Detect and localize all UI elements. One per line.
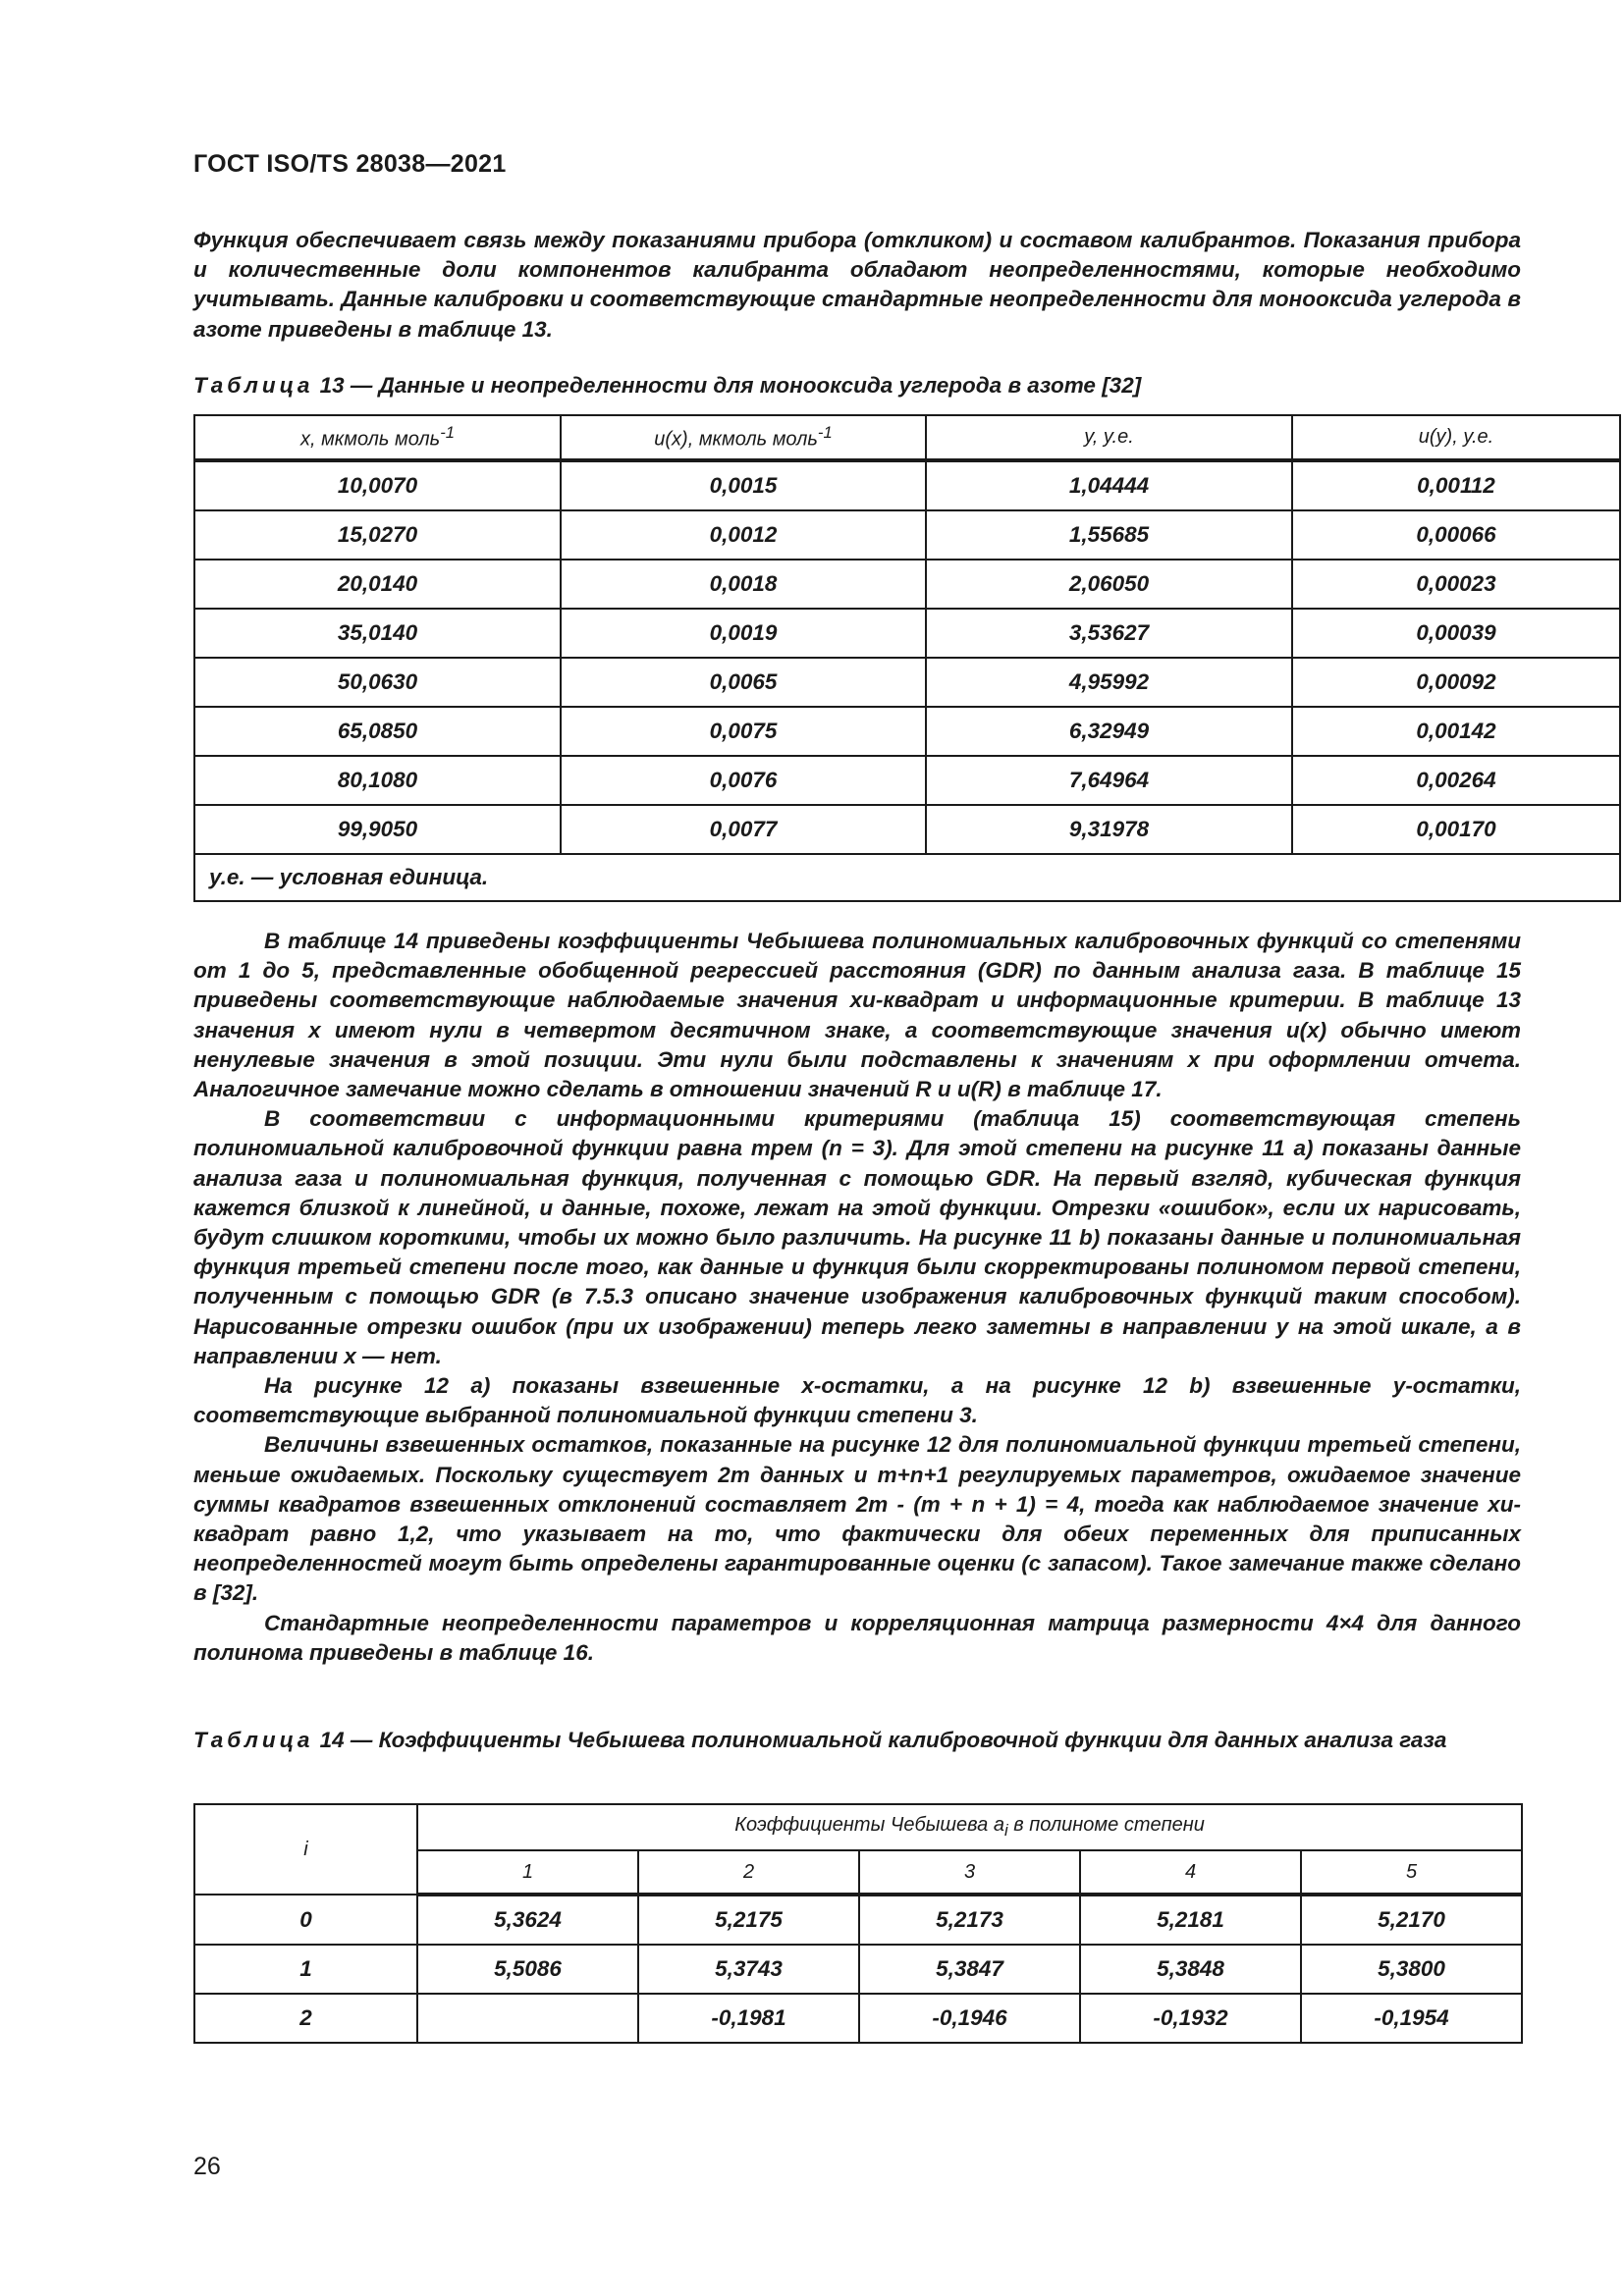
table13-note: у.е. — условная единица. (194, 854, 1620, 901)
degree-header: 1 (417, 1850, 638, 1895)
table-cell: 15,0270 (194, 510, 561, 560)
page-number: 26 (193, 2153, 221, 2180)
table-cell: 0,0018 (561, 560, 926, 609)
column-header-y: y, у.е. (926, 415, 1292, 460)
table-cell: 20,0140 (194, 560, 561, 609)
table-cell: 35,0140 (194, 609, 561, 658)
degree-header: 5 (1301, 1850, 1522, 1895)
table-cell: 0,00170 (1292, 805, 1620, 854)
table-cell: -0,1946 (859, 1994, 1080, 2043)
table-row (194, 707, 1620, 756)
column-header-x: x, мкмоль моль$^{-1}$ (194, 415, 561, 460)
table-13 (193, 414, 1621, 902)
table-row (194, 1994, 1522, 2043)
table-cell: 2 (194, 1994, 417, 2043)
table-cell: 0,00264 (1292, 756, 1620, 805)
table14-caption-text: 14 — Коэффициенты Чебышева полиномиальной калибровочной функции для данных анализа газа (313, 1728, 1447, 1752)
table-row (194, 1895, 1522, 1945)
table-row (194, 658, 1620, 707)
table-cell: 5,3848 (1080, 1945, 1301, 1994)
table-cell: 5,2173 (859, 1895, 1080, 1945)
table14-caption-word: Таблица (193, 1728, 314, 1752)
paragraph: На рисунке 12 a) показаны взвешенные x-остатки, а на рисунке 12 b) взвешенные y-остатки, соответствующие выбранной полиномиальной функции степени 3. (193, 1373, 1521, 1428)
table-cell: -0,1954 (1301, 1994, 1522, 2043)
degree-header: 2 (638, 1850, 859, 1895)
column-header-ux: u(x), мкмоль моль$^{-1}$ (561, 415, 926, 460)
superscript: -1 (817, 423, 833, 443)
table-cell: 9,31978 (926, 805, 1292, 854)
table-row (194, 460, 1620, 510)
table-cell: 5,5086 (417, 1945, 638, 1994)
table-cell: 5,2181 (1080, 1895, 1301, 1945)
degree-header: 4 (1080, 1850, 1301, 1895)
table-cell: 0,0015 (561, 460, 926, 510)
intro-paragraph: Функция обеспечивает связь между показаниями прибора (откликом) и составом калибрантов. Показания прибора и количественные доли компонентов калибранта обладают неопределенностями, которые необходимо учитывать. Данные калибровки и соответствующие стандартные неопределенности для монооксида углерода в азоте приведены в таблице 13. (193, 228, 1521, 342)
paragraph: Величины взвешенных остатков, показанные на рисунке 12 для полиномиальной функции третьей степени, меньше ожидаемых. Поскольку существует 2m данных и m+n+1 регулируемых параметров, ожидаемое значение суммы квадратов взвешенных отклонений составляет 2m - (m + n + 1) = 4, тогда как наблюдаемое значение хи-квадрат равно 1,2, что указывает на то, что фактически для обеих переменных для приписанных неопределенностей могут быть определены гарантированные оценки (с запасом). Такое замечание также сделано в [32]. (193, 1432, 1521, 1606)
table-cell: 0,00112 (1292, 460, 1620, 510)
table-cell: 5,3847 (859, 1945, 1080, 1994)
table-cell: 80,1080 (194, 756, 561, 805)
table-cell: 5,3800 (1301, 1945, 1522, 1994)
table13-caption-text: 13 — Данные и неопределенности для монооксида углерода в азоте [32] (313, 373, 1142, 398)
table-cell (417, 1994, 638, 2043)
table-cell: 99,9050 (194, 805, 561, 854)
table-cell: 50,0630 (194, 658, 561, 707)
table-cell: 5,2170 (1301, 1895, 1522, 1945)
table-cell: 5,3624 (417, 1895, 638, 1945)
table13-body (194, 460, 1620, 854)
table14-body (194, 1895, 1522, 2043)
table-cell: 2,06050 (926, 560, 1292, 609)
table-row (194, 560, 1620, 609)
table-row (194, 609, 1620, 658)
table-14 (193, 1803, 1523, 2044)
table-cell: 0,0076 (561, 756, 926, 805)
row-header-i: i (194, 1804, 417, 1895)
table-cell: -0,1981 (638, 1994, 859, 2043)
table-cell: 7,64964 (926, 756, 1292, 805)
table-cell: 0,0077 (561, 805, 926, 854)
table14-caption (193, 1726, 1521, 1755)
paragraph: Стандартные неопределенности параметров и корреляционная матрица размерности 4×4 для данного полинома приведены в таблице 16. (193, 1610, 1521, 1665)
table-cell: 1,04444 (926, 460, 1292, 510)
table-cell: 0,0012 (561, 510, 926, 560)
degree-header: 3 (859, 1850, 1080, 1895)
column-header-uy: u(y), у.е. (1292, 415, 1620, 460)
table-cell: 0 (194, 1895, 417, 1945)
table-row (194, 756, 1620, 805)
table-cell: 6,32949 (926, 707, 1292, 756)
table-cell: 0,0019 (561, 609, 926, 658)
table13-caption-word: Таблица (193, 373, 314, 398)
table-cell: 3,53627 (926, 609, 1292, 658)
group-header: Коэффициенты Чебышева $a_i$ в полиноме степени (417, 1804, 1522, 1850)
table-cell: 1,55685 (926, 510, 1292, 560)
table-row (194, 805, 1620, 854)
table-row (194, 1945, 1522, 1994)
table-cell: 0,00142 (1292, 707, 1620, 756)
table-cell: 4,95992 (926, 658, 1292, 707)
table-cell: 0,00023 (1292, 560, 1620, 609)
table-cell: 65,0850 (194, 707, 561, 756)
table13-caption (193, 371, 1521, 400)
table-cell: 0,00066 (1292, 510, 1620, 560)
table-cell: 5,2175 (638, 1895, 859, 1945)
subscript: i (1003, 1821, 1008, 1840)
paragraph: В таблице 14 приведены коэффициенты Чебышева полиномиальных калибровочных функций со степенями от 1 до 5, представленные обобщенной регрессией расстояния (GDR) по данным анализа газа. В таблице 15 приведены соответствующие наблюдаемые значения хи-квадрат и информационные критерии. В таблице 13 значения x имеют нули в четвертом десятичном знаке, а соответствующие значения u(x) обычно имеют ненулевые значения в этой позиции. Эти нули были подставлены к значениям x при оформлении отчета. Аналогичное замечание можно сделать в отношении значений R и u(R) в таблице 17. (193, 929, 1521, 1102)
table-cell: 0,0065 (561, 658, 926, 707)
table-cell: 10,0070 (194, 460, 561, 510)
superscript: -1 (440, 423, 456, 443)
table-cell: 1 (194, 1945, 417, 1994)
paragraph: В соответствии с информационными критериями (таблица 15) соответствующая степень полиномиальной калибровочной функции равна трем (n = 3). Для этой степени на рисунке 11 a) показаны данные анализа газа и полиномиальная функция, полученная с помощью GDR. На первый взгляд, кубическая функция кажется близкой к линейной, и данные, похоже, лежат на этой функции. Отрезки «ошибок», если их нарисовать, будут слишком короткими, чтобы их можно было различить. На рисунке 11 b) показаны данные и полиномиальная функция третьей степени после того, как данные и функция были скорректированы полиномом первой степени, полученным с помощью GDR (в 7.5.3 описано значение изображения калибровочных функций таким способом). Нарисованные отрезки ошибок (при их изображении) теперь легко заметны в направлении y на этой шкале, а в направлении x — нет. (193, 1106, 1521, 1368)
table-cell: 0,00092 (1292, 658, 1620, 707)
document-header: ГОСТ ISO/TS 28038—2021 (193, 150, 507, 178)
body-text (193, 927, 1521, 1668)
table-cell: -0,1932 (1080, 1994, 1301, 2043)
table-cell: 5,3743 (638, 1945, 859, 1994)
table-row (194, 510, 1620, 560)
table-cell: 0,0075 (561, 707, 926, 756)
table-cell: 0,00039 (1292, 609, 1620, 658)
